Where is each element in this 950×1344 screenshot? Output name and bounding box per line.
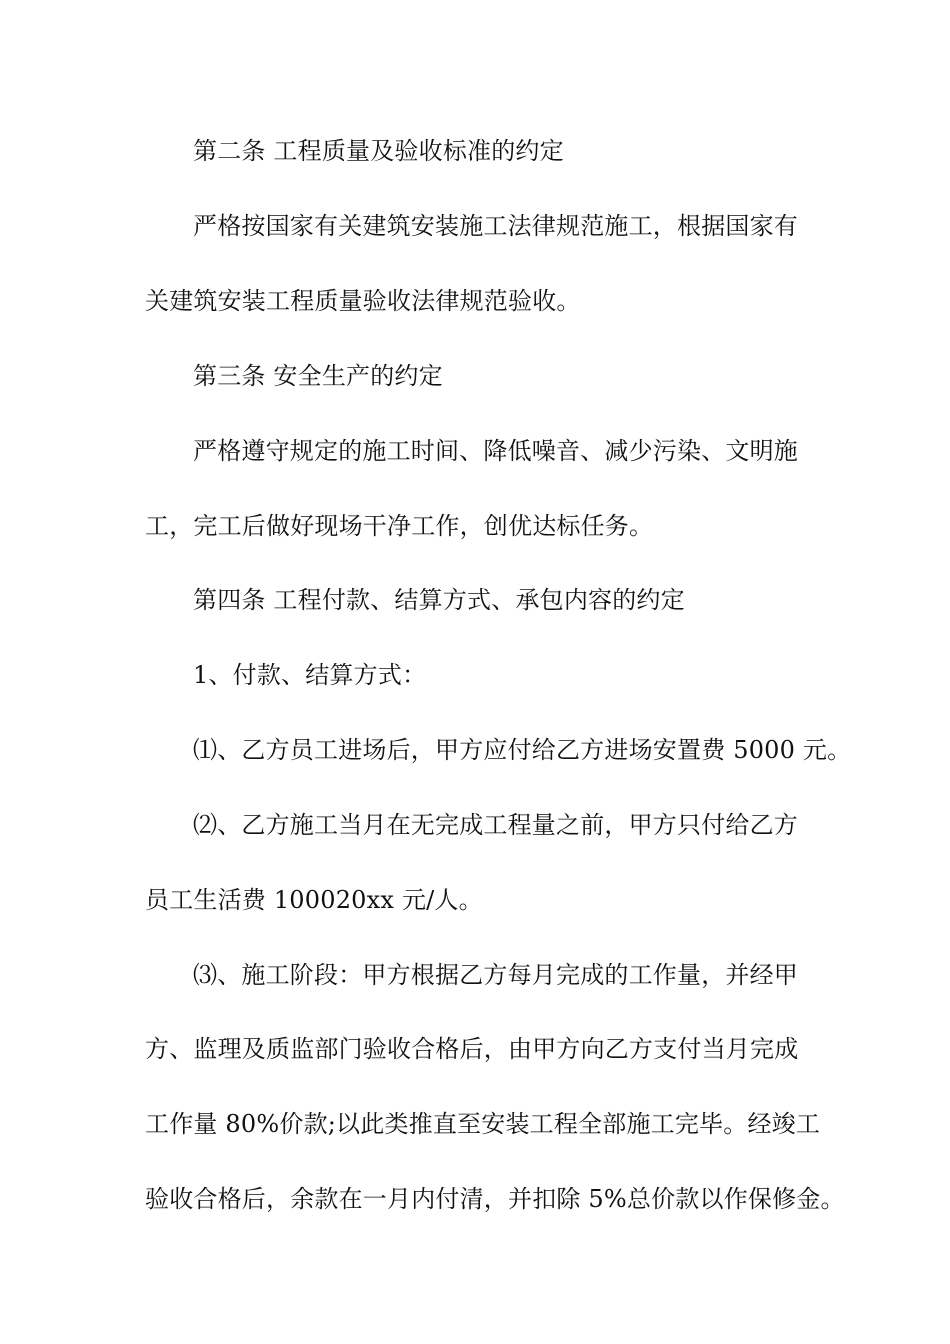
paragraph-line: 验收合格后，余款在一月内付清，并扣除 5%总价款以作保修金。 <box>145 1185 845 1213</box>
article-4-heading: 第四条 工程付款、结算方式、承包内容的约定 <box>193 586 685 614</box>
paragraph-line: 方、监理及质监部门验收合格后，由甲方向乙方支付当月完成 <box>145 1035 799 1063</box>
paragraph-line: 工作量 80%价款;以此类推直至安装工程全部施工完毕。经竣工 <box>145 1110 821 1138</box>
paragraph-line: 工，完工后做好现场干净工作，创优达标任务。 <box>145 512 654 540</box>
clause-3-line: ⑶、施工阶段：甲方根据乙方每月完成的工作量，并经甲 <box>193 961 798 989</box>
paragraph-line: 严格遵守规定的施工时间、降低噪音、减少污染、文明施 <box>193 437 798 465</box>
clause-1-line: ⑴、乙方员工进场后，甲方应付给乙方进场安置费 5000 元。 <box>193 736 852 764</box>
article-2-heading: 第二条 工程质量及验收标准的约定 <box>193 137 564 165</box>
clause-2-line: ⑵、乙方施工当月在无完成工程量之前，甲方只付给乙方 <box>193 811 798 839</box>
subsection-heading: 1、付款、结算方式： <box>193 661 427 689</box>
paragraph-line: 严格按国家有关建筑安装施工法律规范施工，根据国家有 <box>193 212 798 240</box>
article-3-heading: 第三条 安全生产的约定 <box>193 362 443 390</box>
paragraph-line: 关建筑安装工程质量验收法律规范验收。 <box>145 287 581 315</box>
paragraph-line: 员工生活费 100020xx 元/人。 <box>145 886 483 914</box>
